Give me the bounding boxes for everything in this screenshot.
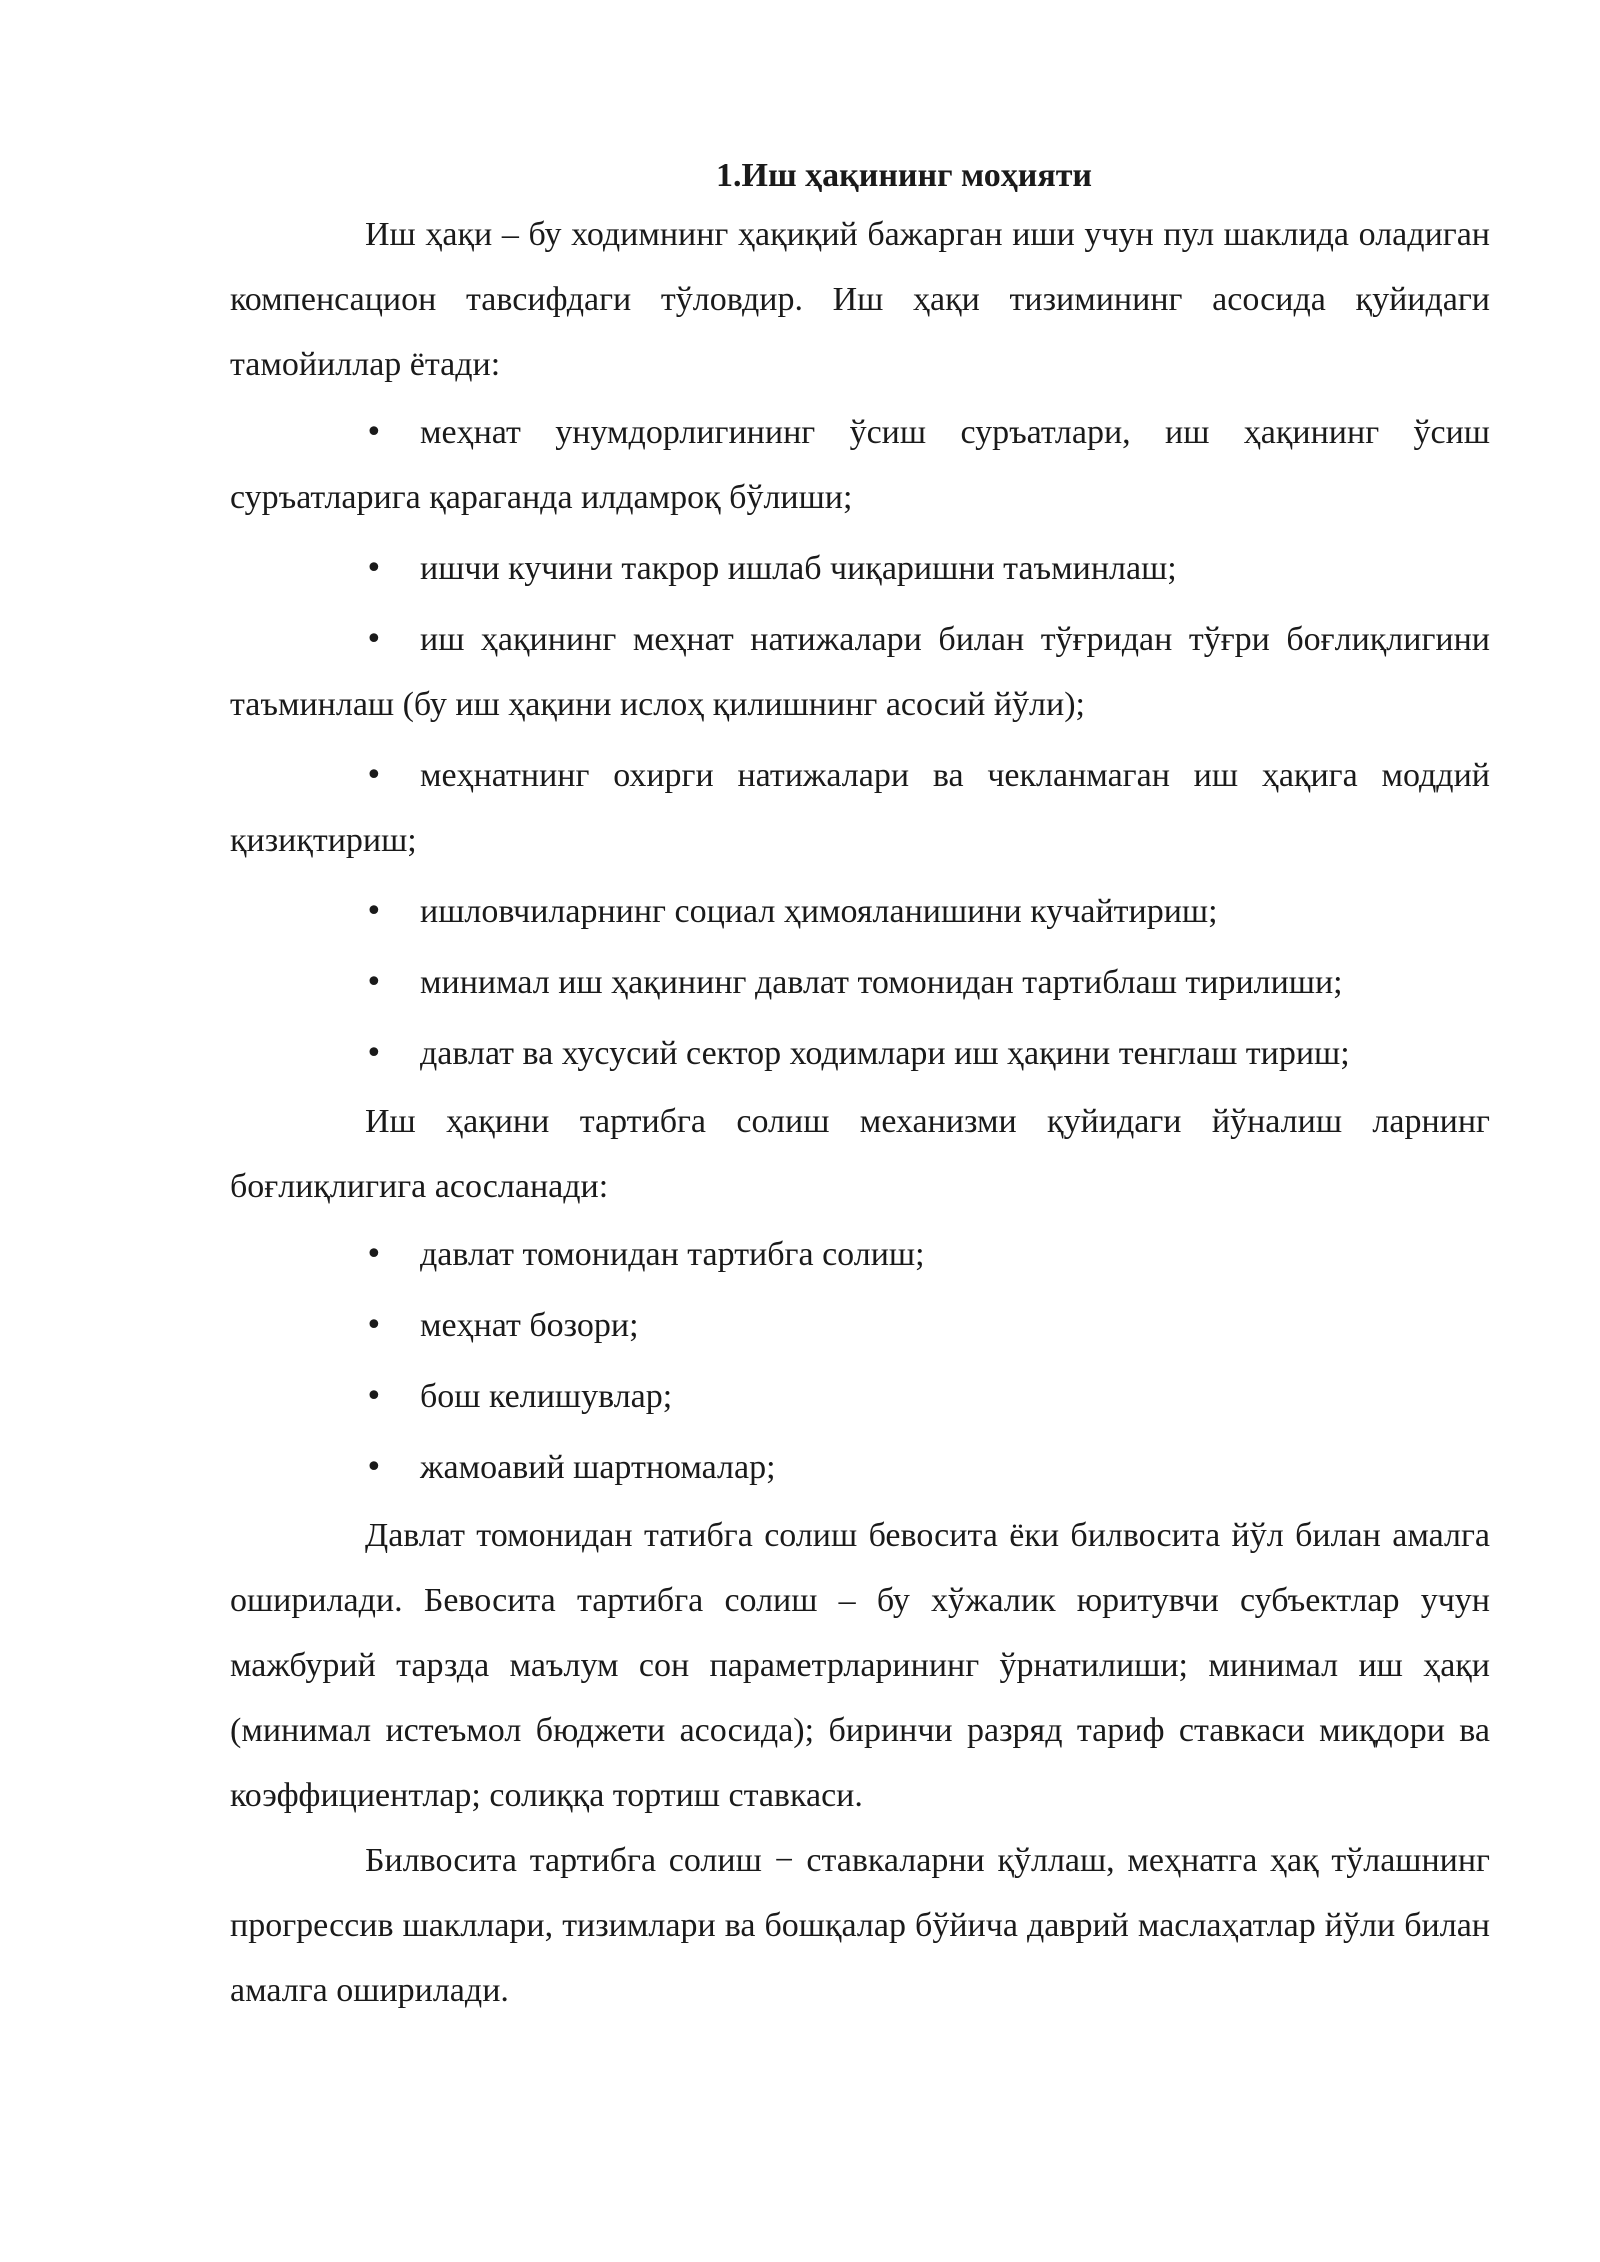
bullet-icon: • (365, 894, 383, 929)
list-item-text: давлат томонидан тартибга солиш; (420, 1236, 925, 1273)
bullet-icon: • (365, 965, 383, 1000)
directions-list (230, 1219, 1490, 1503)
list-item-text: бош келишувлар; (420, 1378, 673, 1415)
bullet-icon: • (365, 758, 383, 793)
list-item-text: ишчи кучини такрор ишлаб чиқаришни таъминлаш; (420, 550, 1177, 587)
direct-regulation-paragraph: Давлат томонидан татибга солиш бевосита ёки билвосита йўл билан амалга оширилади. Бевосита тартибга солиш – бу хўжалик юритувчи субъектлар учун мажбурий тарзда маълум сон параметрларининг ўрнатилиши; минимал иш ҳақи (минимал истеъмол бюджети асосида); биринчи разряд тариф ставкаси миқдори ва коэффициентлар; солиққа тортиш ставкаси. (230, 1517, 1490, 1814)
list-item-text: жамоавий шартномалар; (420, 1449, 776, 1486)
bullet-icon: • (365, 1308, 383, 1343)
list-item (230, 876, 1490, 947)
list-item (230, 1018, 1490, 1089)
list-item (230, 1361, 1490, 1432)
list-item-text: ишловчиларнинг социал ҳимояланишини кучайтириш; (420, 893, 1218, 930)
document-page (230, 150, 1490, 2023)
list-item-text: меҳнатнинг охирги натижалари ва чекланмаган иш ҳақига моддий қизиқтириш; (230, 757, 1490, 859)
list-item-text: минимал иш ҳақининг давлат томонидан тартиблаш тирилиши; (420, 964, 1343, 1001)
indirect-regulation-paragraph: Билвосита тартибга солиш − ставкаларни қўллаш, меҳнатга ҳақ тўлашнинг прогрессив шакллари, тизимлари ва бошқалар бўйича даврий маслаҳатлар йўли билан амалга оширилади. (230, 1842, 1490, 2009)
bullet-icon: • (365, 622, 383, 657)
list-item-text: иш ҳақининг меҳнат натижалари билан тўғридан тўғри боғлиқлигини таъминлаш (бу иш ҳақини ислоҳ қилишнинг асосий йўли); (230, 621, 1490, 723)
list-item (230, 740, 1490, 876)
section-title: 1.Иш ҳақининг моҳияти (716, 157, 1093, 194)
list-item-text: меҳнат унумдорлигининг ўсиш суръатлари, иш ҳақининг ўсиш суръатларига қараганда илдамроқ бўлиши; (230, 414, 1490, 516)
list-item (230, 1432, 1490, 1503)
list-item-text: меҳнат бозори; (420, 1307, 639, 1344)
list-item (230, 1290, 1490, 1361)
bullet-icon: • (365, 1379, 383, 1414)
bullet-icon: • (365, 415, 383, 450)
list-item (230, 604, 1490, 740)
list-item (230, 947, 1490, 1018)
principles-list (230, 397, 1490, 1089)
list-item (230, 1219, 1490, 1290)
mechanism-paragraph: Иш ҳақини тартибга солиш механизми қуйидаги йўналиш ларнинг боғлиқлигига асосланади: (230, 1103, 1490, 1205)
bullet-icon: • (365, 1036, 383, 1071)
list-item (230, 397, 1490, 533)
list-item (230, 533, 1490, 604)
bullet-icon: • (365, 1237, 383, 1272)
bullet-icon: • (365, 551, 383, 586)
list-item-text: давлат ва хусусий сектор ходимлари иш ҳақини тенглаш тириш; (420, 1035, 1350, 1072)
intro-paragraph: Иш ҳақи – бу ходимнинг ҳақиқий бажарган иши учун пул шаклида оладиган компенсацион тавсифдаги тўловдир. Иш ҳақи тизимининг асосида қуйидаги тамойиллар ётади: (230, 216, 1490, 383)
bullet-icon: • (365, 1450, 383, 1485)
